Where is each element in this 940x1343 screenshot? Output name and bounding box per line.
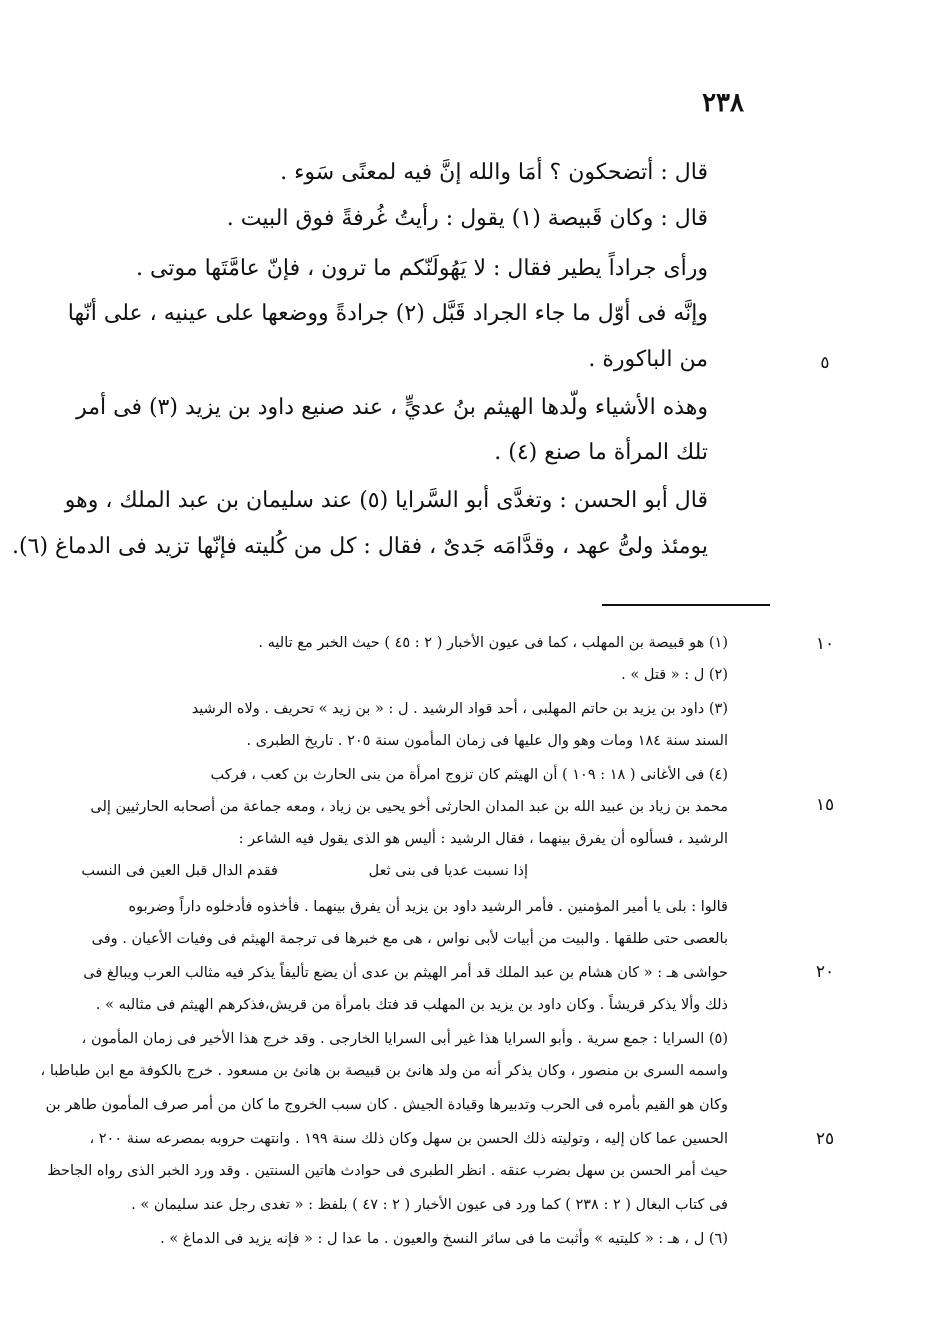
footnote-line: الحسين عما كان إليه ، وتوليته ذلك الحسن بن سهل وكان ذلك سنة ١٩٩ . وانتهت حروبه بمصرعه سنة ٢٠٠ ، — [89, 1131, 728, 1147]
body-line: وهذه الأشياء ولّدها الهيثم بنُ عديٍّ ، عند صنيع داود بن يزيد (٣) فى أمر — [76, 395, 708, 420]
body-line: من الباكورة . — [588, 347, 708, 372]
footnote-line: (١) هو قبيصة بن المهلب ، كما فى عيون الأخبار ( ٢ : ٤٥ ) حيث الخبر مع تاليه . — [258, 635, 728, 651]
footnote-line: (٤) فى الأغانى ( ١٨ : ١٠٩ ) أن الهيثم كان تزوج امرأة من بنى الحارث بن كعب ، فركب — [210, 767, 728, 783]
page-number: ٢٣٨ — [702, 88, 744, 118]
poem-hemistich-first: إذا نسبت عديا فى بنى ثعل — [368, 863, 528, 879]
margin-line-number: ٢٠ — [815, 962, 835, 982]
footnote-line: ذلك وألا يذكر قريشاً . وكان داود بن يزيد بن المهلب قد فتك بامرأة من قريش،فذكرهم الهيثم فى مثالبه » . — [95, 997, 728, 1013]
poem-hemistich-second: فقدم الدال قبل العين فى النسب — [81, 863, 278, 879]
footnote-line: محمد بن زياد بن عبيد الله بن عبد المدان الحارثى أخو يحيى بن زياد ، ومعه جماعة من أصحابه الحارثيين إلى — [90, 799, 728, 815]
margin-line-number: ٢٥ — [815, 1129, 835, 1149]
footnote-line: واسمه السرى بن منصور ، وكان يذكر أنه من ولد هانئ بن قبيصة بن هانئ بن مسعود . خرج بالكوفة مع ابن طباطبا ، — [40, 1063, 728, 1079]
body-line: قال : وكان قَبيصة (١) يقول : رأيتُ غُرفةً فوق البيت . — [226, 206, 708, 231]
body-line: ورأى جراداً يطير فقال : لا يَهُولَنّكم ما ترون ، فإنّ عامَّتَها موتى . — [136, 256, 708, 281]
body-line: يومئذ ولىُّ عهد ، وقدَّامَه جَدىٌ ، فقال : كل من كُليته فإنّها تزيد فى الدماغ (٦). — [12, 534, 708, 559]
body-line: تلك المرأة ما صنع (٤) . — [494, 440, 708, 465]
body-line: قال : أتضحكون ؟ أمَا والله إنَّ فيه لمعنًى سَوء . — [280, 160, 708, 185]
footnote-line: (٣) داود بن يزيد بن حاتم المهلبى ، أحد قواد الرشيد . ل : « بن زيد » تحريف . ولاه الرشيد — [191, 701, 728, 717]
footnote-line: السند سنة ١٨٤ ومات وهو وال عليها فى زمان المأمون سنة ٢٠٥ . تاريخ الطبرى . — [246, 733, 728, 749]
body-line: وإنَّه فى أوّل ما جاء الجراد قَبَّل (٢) جرادةً ووضعها على عينيه ، على أنّها — [67, 301, 708, 326]
footnote-separator — [602, 604, 770, 606]
margin-line-number: ١٠ — [815, 634, 835, 654]
body-line: قال أبو الحسن : وتغدَّى أبو السَّرايا (٥) عند سليمان بن عبد الملك ، وهو — [64, 488, 708, 513]
footnote-line: حيث أمر الحسن بن سهل بضرب عنقه . انظر الطبرى فى حوادث هاتين السنتين . وقد ورد الخبر الذى رواه الجاحظ — [47, 1163, 728, 1179]
footnote-line: حواشى هـ : « كان هشام بن عبد الملك قد أمر الهيثم بن عدى أن يضع تأليفاً يذكر فيه مثالب العرب ويبالغ فى — [83, 965, 728, 981]
footnote-line: (٦) ل ، هـ : « كليتيه » وأثبت ما فى سائر النسخ والعيون . ما عدا ل : « فإنه يزيد فى الدماغ » . — [160, 1231, 728, 1247]
footnote-line: الرشيد ، فسألوه أن يفرق بينهما ، فقال الرشيد : أليس هو الذى يقول فيه الشاعر : — [238, 831, 728, 847]
footnote-line: (٥) السرايا : جمع سرية . وأبو السرايا هذا غير أبى السرايا الخارجى . وقد خرج هذا الأخير فى زمان المأمون ، — [81, 1031, 728, 1047]
footnote-line: فى كتاب البغال ( ٢ : ٢٣٨ ) كما ورد فى عيون الأخبار ( ٢ : ٤٧ ) بلفظ : « تغدى رجل عند سليمان » . — [131, 1197, 728, 1213]
footnote-line: (٢) ل : « قتل » . — [621, 667, 728, 683]
footnote-line: بالعصى حتى طلقها . والبيت من أبيات لأبى نواس ، هى مع خبرها فى ترجمة الهيثم فى وفيات الأعيان . وفى — [91, 931, 728, 947]
margin-line-number: ٥ — [820, 353, 830, 373]
margin-line-number: ١٥ — [815, 795, 835, 815]
footnote-line: قالوا : بلى يا أمير المؤمنين . فأمر الرشيد داود بن يزيد أن يفرق بينهما . فأخذوه فأدخلوه داراً وضربوه — [128, 899, 728, 915]
footnote-line: وكان هو القيم بأمره فى الحرب وتدبيرها وقيادة الجيش . كان سبب الخروج ما كان من أمر صرف المأمون طاهر بن — [45, 1097, 728, 1113]
